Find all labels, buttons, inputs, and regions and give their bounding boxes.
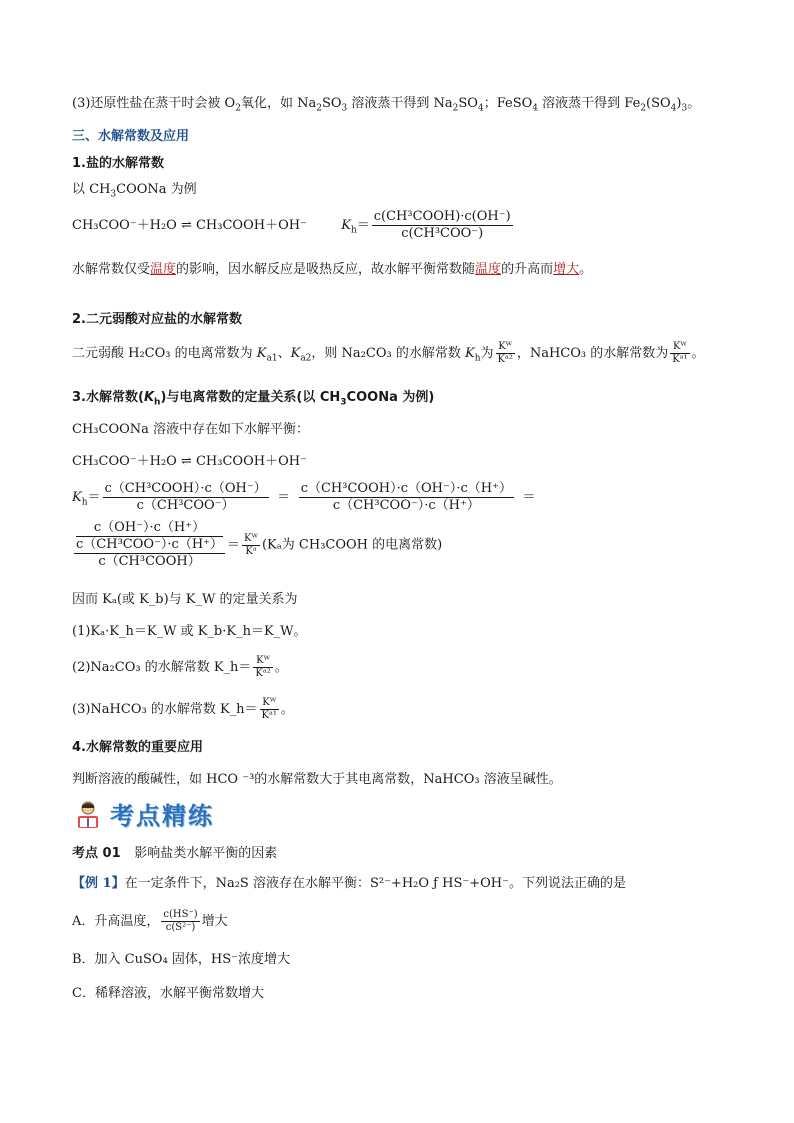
derivation-fraction-a: $\frac{\text{c（CH³COOH）·c（OH⁻）}}{\text{c（CH³COO⁻）}}$ <box>104 481 267 513</box>
relation-2: (2)Na₂CO₃ 的水解常数 K_h＝ $\frac{\text{Kᵂ}}{\text{Kᵃ²}}$ 。 <box>72 655 288 679</box>
heading-quantitative-relation: 3.水解常数$(K_h)$与电离常数的定量关系(以 $CH_3COONa$ 为例) <box>72 390 435 408</box>
temperature-note: 水解常数仅受温度的影响，因水解反应是吸热反应，故水解平衡常数随温度的升高而增大。 <box>72 262 593 277</box>
applications-text: 判断溶液的酸碱性，如 HCO ⁻³的水解常数大于其电离常数，NaHCO₃ 溶液呈碱性。 <box>72 772 562 787</box>
kh-derivation-line1: $K_h=$ $\frac{\text{c（CH³COOH）·c（OH⁻）}}{\text{c（CH³COO⁻）}}$ ＝ $\frac{\text{c（CH³COOH）·c（OH⁻）·c（H⁺）}}{\text{c（CH³COO⁻）·c（H⁺）}}$ ＝ <box>72 481 536 513</box>
kaodian-heading: 考点 01 影响盐类水解平衡的因素 <box>72 846 278 861</box>
paragraph-reducing-salts: (3)还原性盐在蒸干时会被 $O_2$氧化，如 $Na_2SO_3$ 溶液蒸干得到 $Na_2SO_4$；FeSO$_4$ 溶液蒸干得到 $Fe_2(SO_4)_3$。 <box>72 96 701 114</box>
diprotic-text: 二元弱酸 H₂CO₃ 的电离常数为 $K_{a1}$、$K_{a2}$，则 Na₂CO₃ 的水解常数 $K_h$为 $\frac{\text{Kᵂ}}{\text{Kᵃ²}}$ ，NaHCO₃ 的水解常数为 $\frac{\text{Kᵂ}}{\text{Kᵃ¹}}$ 。 <box>72 341 705 365</box>
option-a-fraction: $\frac{c(HS^-)}{\text{c(S²⁻)}}$ <box>163 909 198 933</box>
section-heading-3: 三、水解常数及应用 <box>72 129 190 144</box>
hydrolysis-equation-line: CH₃COO⁻＋H₂O ⇌ CH₃COOH＋OH⁻ $K_h=$ $\frac{\text{c(CH³COOH)·c(OH⁻)}}{\text{c(CH³COO⁻)}}$ <box>72 209 511 241</box>
heading-diprotic: 2.二元弱酸对应盐的水解常数 <box>72 312 242 327</box>
practice-banner <box>72 798 214 834</box>
example-tag: 【例 1】 <box>72 876 125 891</box>
kh-fraction: $\frac{\text{c(CH³COOH)·c(OH⁻)}}{\text{c(CH³COO⁻)}}$ <box>373 209 511 241</box>
hydrolysis-equation-2: CH₃COO⁻＋H₂O ⇌ CH₃COOH＋OH⁻ <box>72 454 307 469</box>
derivation-compound-fraction: c（OH⁻）·c（H⁺） c（CH³COO⁻）·c（H⁺） c（CH³COOH） <box>76 520 224 569</box>
relation-1: (1)Kₐ·K_h＝K_W 或 K_b·K_h＝K_W。 <box>72 624 307 639</box>
banner-title: 考点精练 <box>110 802 214 830</box>
relation-intro: 因而 Kₐ(或 K_b)与 K_W 的定量关系为 <box>72 592 298 607</box>
kw-over-ka-fraction: $\frac{\text{Kᵂ}}{\text{Kᵃ}}$ <box>244 532 258 557</box>
option-b: B．加入 CuSO₄ 固体，HS⁻浓度增大 <box>72 952 291 967</box>
relation-3-fraction: $\frac{\text{Kᵂ}}{\text{Kᵃ¹}}$ <box>261 697 277 721</box>
kh-derivation-line2: c（OH⁻）·c（H⁺） c（CH³COO⁻）·c（H⁺） c（CH³COOH） ＝ $\frac{\text{Kᵂ}}{\text{Kᵃ}}$ (Kₐ为 CH₃COOH 的电离常数) <box>76 520 443 569</box>
relation-3: (3)NaHCO₃ 的水解常数 K_h＝ $\frac{\text{Kᵂ}}{\text{Kᵃ¹}}$ 。 <box>72 697 294 721</box>
intro-line: CH₃COONa 溶液中存在如下水解平衡： <box>72 422 310 437</box>
heading-hydrolysis-constant: 1.盐的水解常数 <box>72 156 164 171</box>
hydrolysis-equation: CH₃COO⁻＋H₂O ⇌ CH₃COOH＋OH⁻ <box>72 218 307 233</box>
example-line: 以 $CH_3COONa$ 为例 <box>72 182 197 200</box>
option-c: C．稀释溶液，水解平衡常数增大 <box>72 986 264 1001</box>
derivation-fraction-b: $\frac{\text{c（CH³COOH）·c（OH⁻）·c（H⁺）}}{\text{c（CH³COO⁻）·c（H⁺）}}$ <box>300 481 512 513</box>
student-reading-icon <box>72 800 104 832</box>
example-1-question: 【例 1】在一定条件下，Na₂S 溶液存在水解平衡：S²⁻+H₂O ƒ HS⁻+OH⁻。下列说法正确的是 <box>72 876 626 891</box>
kw-over-ka1-fraction: $\frac{\text{Kᵂ}}{\text{Kᵃ¹}}$ <box>672 341 688 365</box>
kw-over-ka2-fraction: $\frac{\text{Kᵂ}}{\text{Kᵃ²}}$ <box>497 341 513 365</box>
option-a: A．升高温度， $\frac{c(HS^-)}{\text{c(S²⁻)}}$ 增大 <box>72 909 228 933</box>
heading-applications: 4.水解常数的重要应用 <box>72 740 203 755</box>
relation-2-fraction: $\frac{\text{Kᵂ}}{\text{Kᵃ²}}$ <box>255 655 271 679</box>
